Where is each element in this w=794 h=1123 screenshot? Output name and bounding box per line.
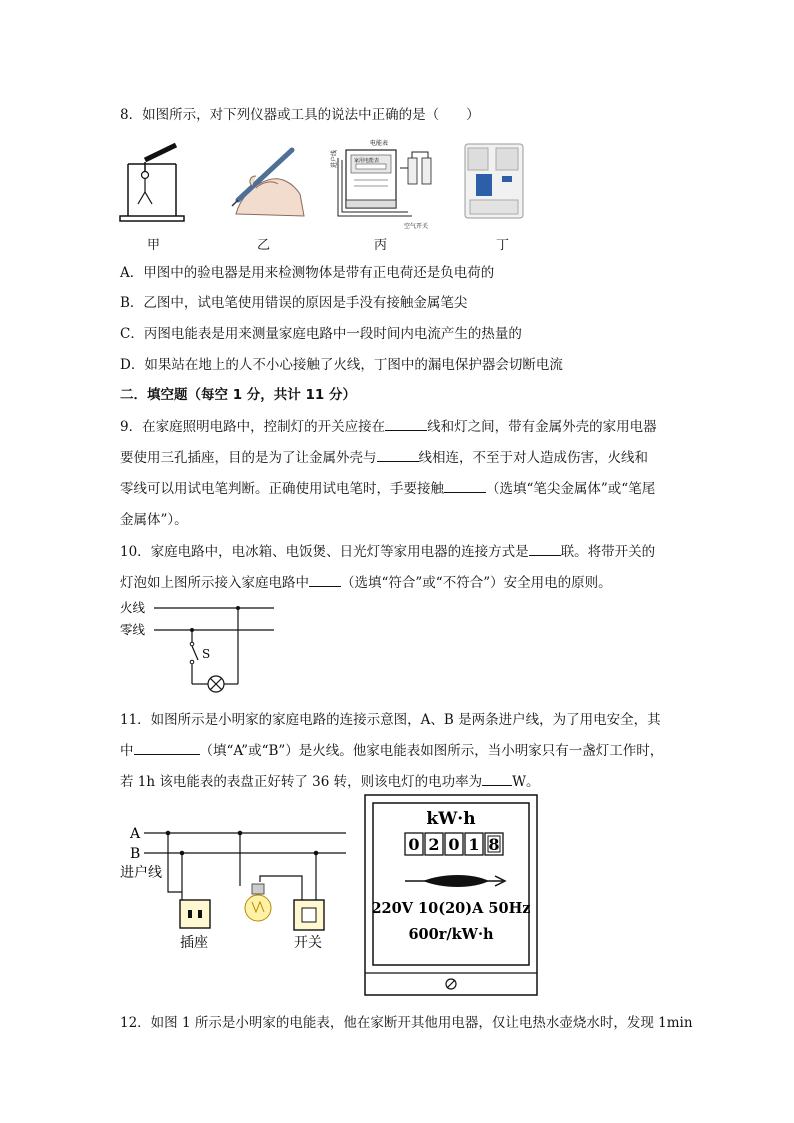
q12-text: 12．如图 1 所示是小明家的电能表，他在家断开其他用电器，仅让电热水壶烧水时，发现 1min [120, 1015, 693, 1031]
q11-blank-1[interactable] [134, 742, 200, 755]
neutral-wire-label: 零线 [120, 622, 146, 637]
q9-text: （选填“笔尖金属体”或“笔尾 [486, 481, 656, 497]
meter-digit: 0 [448, 835, 460, 854]
socket-label: 插座 [180, 935, 208, 951]
q9-line1 [120, 415, 657, 435]
switch-label: 开关 [294, 935, 322, 951]
q11-line3 [120, 770, 540, 790]
meter-label: 电能表 [370, 140, 389, 147]
meter-digit: 0 [408, 835, 420, 854]
meter-digit-last: 8 [488, 835, 500, 854]
q9-text: 要使用三孔插座，目的是为了让金属外壳与 [120, 450, 377, 466]
q11-text: 若 1h 该电能表的表盘正好转了 36 转，则该电灯的电功率为 [120, 774, 483, 790]
caption-ding: 丁 [496, 238, 510, 253]
electroscope-figure [116, 140, 192, 224]
q10-blank-1[interactable] [529, 543, 561, 556]
meter-digits [405, 833, 503, 855]
switch-s-label: S [202, 647, 211, 661]
bulb-icon [245, 884, 271, 921]
q10-text: 10．家庭电路中，电冰箱、电饭煲、日光灯等家用电器的连接方式是 [120, 544, 529, 560]
q8-option-b: B．乙图中，试电笔使用错误的原因是手没有接触金属笔尖 [120, 295, 468, 311]
q10-blank-2[interactable] [309, 574, 341, 587]
q8-option-d: D．如果站在地上的人不小心接触了火线，丁图中的漏电保护器会切断电流 [120, 357, 563, 373]
caption-jia: 甲 [147, 238, 161, 253]
q10-line1 [120, 540, 655, 560]
meter-unit: kW·h [426, 809, 476, 829]
q8-option-c: C．丙图电能表是用来测量家庭电路中一段时间内电流产生的热量的 [120, 326, 522, 342]
q8-option-a: A．甲图中的验电器是用来检测物体是带有正电荷还是负电荷的 [120, 265, 495, 281]
q9-text: 线相连，不至于对人造成伤害，火线和 [418, 450, 648, 466]
q11-text: W。 [512, 774, 540, 790]
section-title: 二．填空题（每空 1 分，共计 11 分） [120, 387, 356, 403]
q10-text: （选填“符合”或“不符合”）安全用电的原则。 [341, 575, 612, 591]
entry-line-label: 进户线 [120, 865, 162, 881]
q9-text: 9．在家庭照明电路中，控制灯的开关应接在 [120, 419, 386, 435]
meter-spec: 220V 10(20)A 50Hz [371, 900, 531, 917]
q10-text: 灯泡如上图所示接入家庭电路中 [120, 575, 309, 591]
q11-line1: 11．如图所示是小明家的家庭电路的连接示意图，A、B 是两条进户线，为了用电安全，其 [120, 712, 661, 728]
wire-a-label: A [130, 826, 141, 842]
caption-bing: 丙 [374, 238, 388, 253]
q9-blank-3[interactable] [444, 480, 486, 493]
q9-blank-1[interactable] [385, 418, 427, 431]
q9-line2 [120, 446, 648, 466]
q9-blank-2[interactable] [377, 449, 419, 462]
test-pen-hand-figure [226, 142, 308, 224]
q9-line4: 金属体”）。 [120, 512, 188, 528]
q11-blank-2[interactable] [482, 773, 512, 786]
q11-line2 [120, 739, 663, 759]
socket-icon [180, 900, 210, 928]
wire-b-label: B [130, 846, 141, 862]
fire-wire-label: 火线 [120, 600, 146, 615]
meter-title: 家用电能表 [354, 158, 380, 164]
q9-line3 [120, 477, 655, 497]
q9-text: 零线可以用试电笔判断。正确使用试电笔时，手要接触 [120, 481, 444, 497]
switch-label: 空气开关 [404, 223, 429, 230]
q11-text: 中 [120, 743, 134, 759]
caption-yi: 乙 [257, 238, 271, 253]
incoming-label: 进户线 [331, 149, 338, 168]
q9-text: 线和灯之间，带有金属外壳的家用电器 [427, 419, 657, 435]
meter-digit: 1 [468, 835, 480, 854]
meter-digit: 2 [428, 835, 440, 854]
meter-wiring-figure [324, 138, 444, 230]
q8-stem: 8．如图所示，对下列仪器或工具的说法中正确的是（ ） [120, 107, 480, 123]
q10-line2 [120, 571, 612, 591]
q10-text: 联。将带开关的 [560, 544, 656, 560]
q11-text: （填“A”或“B”）是火线。他家电能表如图所示，当小明家只有一盏灯工作时， [199, 743, 664, 759]
q10-circuit-diagram [118, 598, 278, 698]
leakage-protector-figure [462, 138, 528, 224]
meter-rate: 600r/kW·h [408, 926, 494, 943]
energy-meter [363, 793, 541, 999]
q11-household-circuit [118, 822, 352, 954]
